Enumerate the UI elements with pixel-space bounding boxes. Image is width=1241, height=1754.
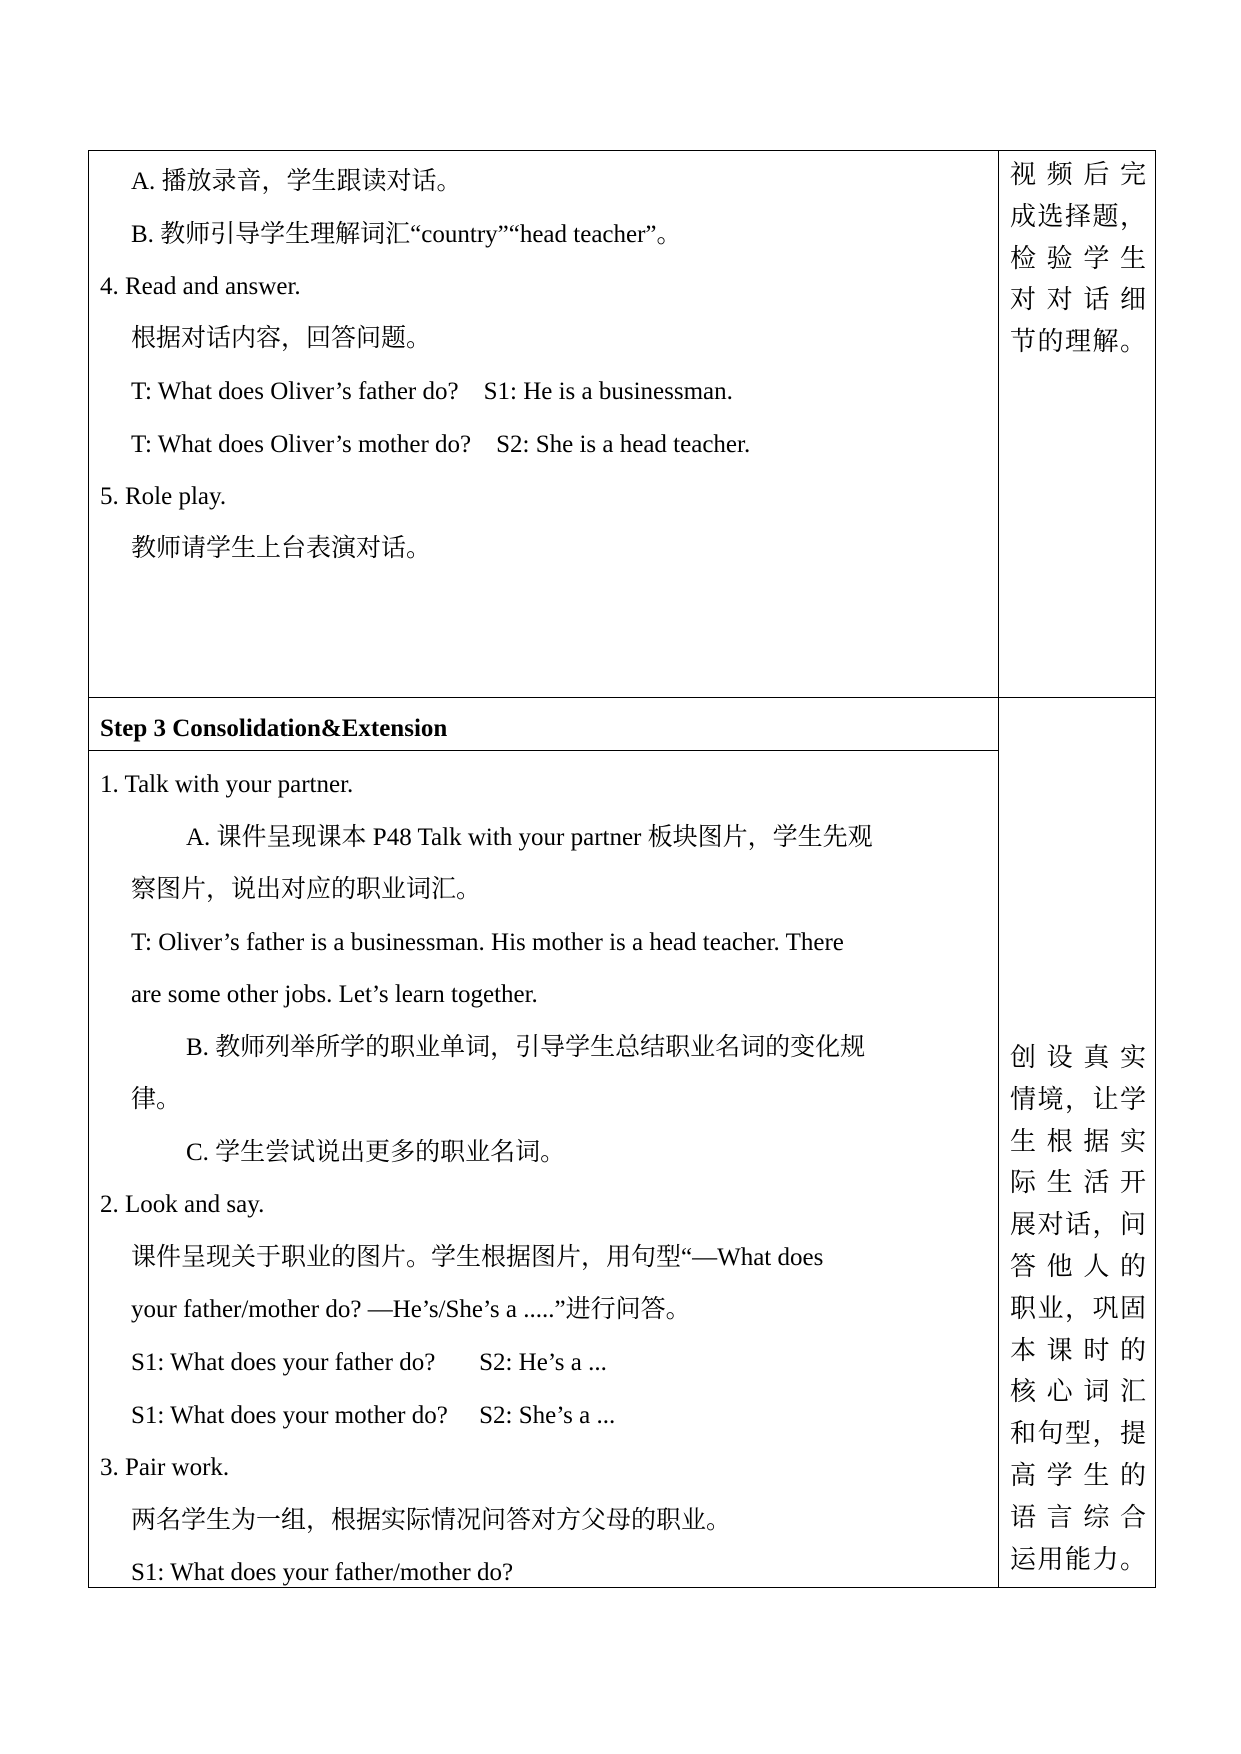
row2-side-line: 创设真实 — [1010, 1043, 1146, 1072]
row1-dialogue-2: T: What does Oliver’s mother do? S2: She is a head teacher. — [131, 431, 751, 458]
row1-dialogue-1: T: What does Oliver’s father do? S1: He is a businessman. — [131, 378, 733, 405]
step-heading: Step 3 Consolidation&Extension — [100, 715, 448, 742]
row2-item-2-desc: 课件呈现关于职业的图片。学生根据图片，用句型“—What does — [131, 1244, 824, 1271]
row2-side-line: 核心词汇 — [1010, 1377, 1146, 1407]
row2-side-line: 答他人的 — [1010, 1251, 1146, 1281]
row1-side-cell — [1010, 154, 1146, 363]
row2-side-line: 际生活开 — [1010, 1168, 1146, 1198]
table-border-left — [88, 150, 89, 1587]
row1-item-4-title: 4. Read and answer. — [100, 273, 301, 300]
row2-side-line: 和句型，提 — [1010, 1419, 1146, 1449]
row2-side-cell — [1010, 1037, 1146, 1580]
table-column-divider — [998, 150, 999, 1587]
row1-side-line: 视频后完 — [1010, 160, 1146, 189]
row2-line-b: B. 教师列举所学的职业单词，引导学生总结职业名词的变化规 — [186, 1034, 866, 1061]
row2-side-line: 本课时的 — [1010, 1335, 1146, 1365]
row2-side-line: 运用能力。 — [1010, 1544, 1146, 1574]
row2-teacher-line-2: are some other jobs. Let’s learn together. — [131, 981, 538, 1008]
heading-underline — [88, 750, 999, 751]
table-border-right — [1155, 150, 1156, 1587]
row2-item-3-title: 3. Pair work. — [100, 1454, 230, 1481]
row1-line-b: B. 教师引导学生理解词汇“country”“head teacher”。 — [131, 221, 682, 248]
row2-side-line: 高学生的 — [1010, 1460, 1146, 1490]
row1-item-5-desc: 教师请学生上台表演对话。 — [131, 535, 432, 562]
row2-dialogue-3: S1: What does your father/mother do? — [131, 1559, 514, 1586]
row2-side-line: 展对话，问 — [1010, 1210, 1146, 1240]
row1-side-line: 成选择题， — [1010, 201, 1146, 231]
row1-side-line: 对对话细 — [1010, 285, 1146, 315]
table-border-top — [88, 150, 1156, 151]
row2-line-a-cont: 察图片，说出对应的职业词汇。 — [131, 876, 482, 903]
row1-item-4-desc: 根据对话内容，回答问题。 — [131, 325, 432, 352]
row2-side-line: 情境，让学 — [1010, 1084, 1146, 1114]
row1-side-line: 检验学生 — [1010, 243, 1146, 273]
row2-item-2-title: 2. Look and say. — [100, 1191, 265, 1218]
row2-item-2-desc-cont: your father/mother do? —He’s/She’s a .....”进行问答。 — [131, 1296, 691, 1323]
row1-line-a: A. 播放录音，学生跟读对话。 — [131, 168, 462, 195]
row2-line-a: A. 课件呈现课本 P48 Talk with your partner 板块图片，学生先观 — [186, 824, 873, 851]
table-row-divider — [88, 697, 1156, 698]
row2-teacher-line-1: T: Oliver’s father is a businessman. His mother is a head teacher. There — [131, 929, 844, 956]
row2-side-line: 生根据实 — [1010, 1126, 1146, 1156]
row2-side-line: 职业，巩固 — [1010, 1293, 1146, 1323]
row2-side-line: 语言综合 — [1010, 1502, 1146, 1532]
row2-line-c: C. 学生尝试说出更多的职业名词。 — [186, 1139, 566, 1166]
row1-side-line: 节的理解。 — [1010, 327, 1146, 357]
row2-item-1-title: 1. Talk with your partner. — [100, 771, 354, 798]
row2-line-b-cont: 律。 — [131, 1086, 182, 1113]
row1-item-5-title: 5. Role play. — [100, 483, 227, 510]
row2-dialogue-2: S1: What does your mother do? S2: She’s a ... — [131, 1402, 616, 1429]
row2-item-3-desc: 两名学生为一组，根据实际情况问答对方父母的职业。 — [131, 1507, 732, 1534]
row2-dialogue-1: S1: What does your father do? S2: He’s a ... — [131, 1349, 607, 1376]
